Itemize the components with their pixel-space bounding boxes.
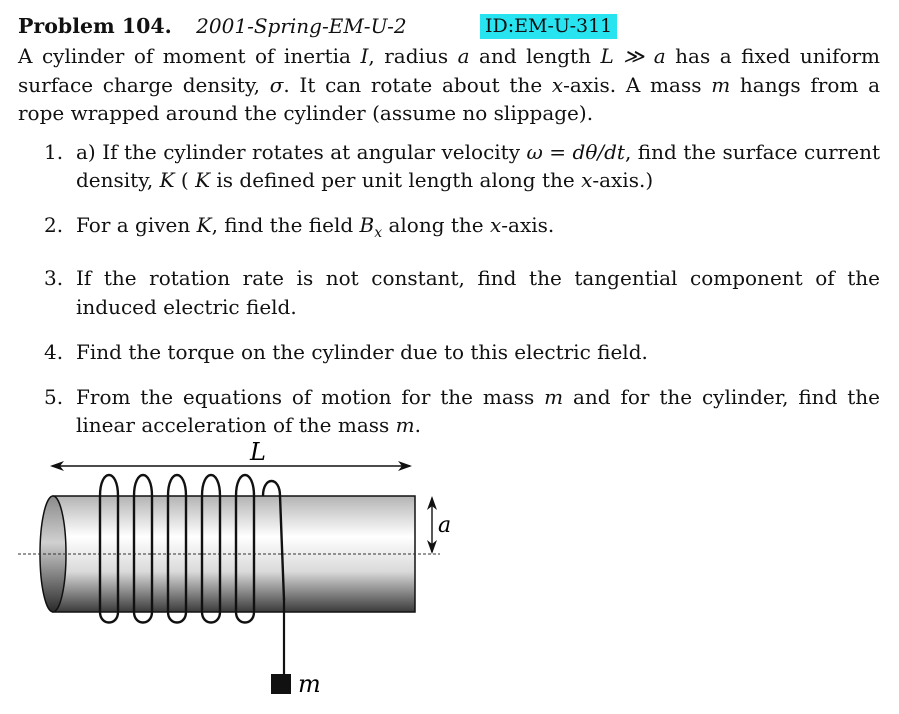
problem-header <box>18 12 880 42</box>
math-symbol: I <box>360 44 369 68</box>
math-symbol: K <box>159 168 175 192</box>
text-run: . It can rotate about the <box>283 72 552 97</box>
text-run: along the <box>382 213 490 237</box>
math-symbol: B <box>359 213 375 237</box>
math-symbol: x <box>581 168 593 192</box>
problem-source: 2001-Spring-EM-U-2 <box>196 14 407 38</box>
problem-part-item <box>18 338 880 367</box>
math-symbol: σ <box>269 72 284 97</box>
problem-part-item <box>18 383 880 440</box>
math-symbol: x <box>490 213 502 237</box>
radius-label: a <box>438 513 452 538</box>
text-run: ( <box>174 168 196 192</box>
text-run: -axis. <box>501 213 555 237</box>
problem-part-item <box>18 264 880 321</box>
problem-statement <box>18 42 880 128</box>
text-run: and length <box>469 44 601 68</box>
problem-part-item <box>18 211 880 248</box>
part-number: 4. <box>44 339 64 364</box>
text-run: is defined per unit length along the <box>210 168 582 192</box>
math-symbol: ω <box>526 139 543 164</box>
mass-label: m <box>298 670 321 698</box>
text-run: . <box>414 413 421 437</box>
hanging-mass <box>271 674 291 694</box>
cylinder-diagram <box>0 440 899 709</box>
part-number: 5. <box>44 384 64 409</box>
text-run: , find the surface current density, <box>76 139 880 192</box>
text-run: and for the cylinder, find the linear acceleration of the mass <box>76 384 880 437</box>
text-run: Find the torque on the cylinder due to this electric field. <box>76 339 648 364</box>
math-symbol: K <box>196 213 212 237</box>
text-run: For a given <box>76 213 197 237</box>
problem-id-badge: ID:EM-U-311 <box>480 14 617 39</box>
problem-number: Problem 104. <box>18 14 172 38</box>
problem-part-item <box>18 138 880 195</box>
part-number: 3. <box>44 266 64 290</box>
text-run: If the rotation rate is not constant, find the tangential component of the induced electric field. <box>76 266 880 319</box>
text-run: A cylinder of moment of inertia <box>18 44 361 68</box>
text-run: From the equations of motion for the mass <box>76 384 545 409</box>
part-number: 2. <box>44 213 64 237</box>
length-label: L <box>250 440 266 466</box>
text-run: a) If the cylinder rotates at angular velocity <box>76 139 527 164</box>
part-number: 1. <box>44 139 64 164</box>
text-run: , find the field <box>211 213 360 237</box>
text-run: has a fixed uniform surface charge density, <box>18 44 881 97</box>
math-symbol: x <box>551 72 564 97</box>
text-run: hangs from a rope wrapped around the cylinder (assume no slippage). <box>18 72 881 125</box>
math-symbol: K <box>195 168 211 192</box>
math-symbol: m <box>544 384 564 409</box>
math-symbol: L ≫ a <box>600 44 666 68</box>
math-symbol: m <box>395 413 415 437</box>
text-run: , radius <box>368 44 458 68</box>
text-run: -axis. A mass <box>563 72 712 97</box>
text-run: = <box>542 139 573 164</box>
math-symbol: dθ/dt <box>572 139 625 164</box>
math-symbol: m <box>711 72 731 97</box>
cylinder-figure <box>0 440 899 709</box>
math-subscript: x <box>374 225 383 241</box>
problem-page <box>18 12 880 456</box>
math-symbol: a <box>457 44 470 68</box>
problem-parts-list <box>18 138 880 440</box>
text-run: -axis.) <box>592 168 654 192</box>
